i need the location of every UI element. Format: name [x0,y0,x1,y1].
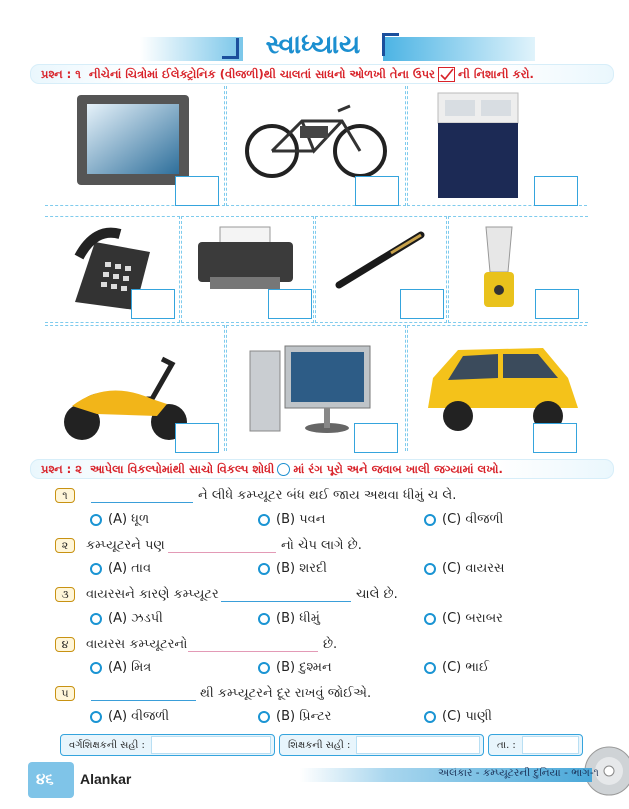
answer-blank[interactable] [168,538,276,553]
option-b[interactable] [258,709,331,724]
date-field[interactable] [488,734,583,756]
answer-blank[interactable] [221,587,351,602]
option-a[interactable] [90,660,151,675]
question-number: ૫ [55,686,75,701]
answer-blank[interactable] [91,488,193,503]
option-a[interactable] [90,561,151,576]
question-text: વાયરસને કારણે કમ્પ્યૂટર [86,587,219,602]
option-b[interactable] [258,660,332,675]
answer-box-television[interactable] [175,176,219,206]
washing-machine-icon [433,88,523,203]
radio-icon[interactable] [424,711,436,723]
page-number: ૪૬ [36,770,54,788]
tick-box-icon [438,67,455,82]
page-title: સ્વાધ્યાય [243,26,383,64]
option-label: (A) તાવ [108,561,152,576]
radio-icon[interactable] [424,662,436,674]
option-c[interactable] [424,660,489,675]
answer-box-printer[interactable] [268,289,312,319]
option-c[interactable] [424,611,503,626]
picture-cell-television [45,86,225,206]
answer-box-car[interactable] [533,423,577,453]
question-number: ૨ [55,538,75,553]
radio-icon[interactable] [424,563,436,575]
option-c[interactable] [424,512,503,527]
answer-blank[interactable] [91,686,196,701]
option-label: (A) ધૂળ [108,512,150,527]
question-text-end: છે. [323,637,338,652]
radio-icon[interactable] [258,514,270,526]
radio-icon[interactable] [90,711,102,723]
principal-signature-field[interactable] [279,734,484,756]
option-label: (C) બરાબર [442,611,503,626]
question-text: વાયરસ કમ્પ્યૂટરનો [86,637,188,652]
option-label: (C) વીજળી [442,512,504,527]
title-bracket-right [382,33,399,56]
option-label: (B) દુશ્મન [276,660,332,675]
title-bracket-left [222,38,239,59]
option-label: (B) ધીમું [276,611,320,626]
option-label: (B) પ્રિન્ટર [276,709,332,724]
option-label: (C) વાયરસ [442,561,505,576]
option-label: (C) પાણી [442,709,493,724]
picture-cell-printer [181,216,314,323]
brand-logo: Alankar [80,771,132,787]
question-2-text-end: માં રંગ પૂરો અને જવાબ ખાલી જગ્યામાં લખો. [293,461,503,476]
option-a[interactable] [90,611,163,626]
option-c[interactable] [424,561,505,576]
radio-icon[interactable] [424,514,436,526]
option-label: (A) વીજળી [108,709,170,724]
answer-box-washing-machine[interactable] [534,176,578,206]
option-b[interactable] [258,512,325,527]
book-title: અલંકાર - કમ્પ્યૂટરની દુનિયા - ભાગ-૧ [438,767,599,779]
question-1-text: નીચેનાં ચિત્રોમાં ઈલેક્ટ્રોનિક (વીજળી)થી ચાલતાં સાધનો ઓળખી તેના ઉપર [88,66,436,81]
teacher-signature-field[interactable] [60,734,275,756]
circle-icon [277,463,290,476]
answer-box-telephone[interactable] [131,289,175,319]
picture-cell-washing-machine [407,86,587,206]
option-label: (A) ઝડપી [108,611,163,626]
option-c[interactable] [424,709,492,724]
question-1-text-end: ની નિશાની કરો. [458,66,534,81]
question-2-header [30,459,614,479]
principal-signature-label: શિક્ષકની સહી : [288,739,351,751]
pen-icon [331,225,431,295]
picture-cell-scooter [45,325,225,451]
computer-icon [245,336,375,436]
option-label: (A) મિત્ર [108,660,152,675]
radio-icon[interactable] [90,563,102,575]
question-2-text: આપેલા વિકલ્પોમાંથી સાચો વિકલ્પ શોધી [90,461,275,476]
radio-icon[interactable] [258,711,270,723]
option-label: (B) શરદી [276,561,327,576]
radio-icon[interactable] [258,613,270,625]
radio-icon[interactable] [258,662,270,674]
option-label: (B) પવન [276,512,326,527]
picture-cell-computer [226,325,406,451]
question-text-end: નો ચેપ લાગે છે. [281,538,362,553]
mixer-icon [474,222,524,312]
question-1-header [30,64,614,84]
question-number: ૧ [55,488,75,503]
answer-box-computer[interactable] [354,423,398,453]
answer-box-pen[interactable] [400,289,444,319]
question-text: કમ્પ્યૂટરને પણ [86,538,165,553]
date-label: તા. : [497,739,516,751]
question-number: ૩ [55,587,75,602]
option-b[interactable] [258,611,320,626]
question-text: થી કમ્પ્યૂટરને દૂર રાખવું જોઈએ. [200,686,372,701]
question-1-label: પ્રશ્ન : ૧ [41,66,81,81]
question-2-label: પ્રશ્ન : ૨ [41,461,82,476]
option-a[interactable] [90,512,149,527]
radio-icon[interactable] [424,613,436,625]
answer-blank[interactable] [188,637,318,652]
question-text: ને લીધે કમ્પ્યૂટર બંધ થઈ જાય અથવા ધીમું ચ લે. [198,488,457,503]
picture-cell-bicycle [226,86,406,206]
picture-cell-car [407,325,587,451]
picture-cell-telephone [45,216,180,323]
radio-icon[interactable] [258,563,270,575]
question-text-end: ચાલે છે. [356,587,398,602]
radio-icon[interactable] [90,662,102,674]
option-a[interactable] [90,709,169,724]
option-label: (C) ભાઈ [442,660,489,675]
picture-cell-mixer [448,216,588,323]
teacher-signature-label: વર્ગશિક્ષકની સહી : [69,739,145,751]
picture-cell-pen [315,216,447,323]
answer-box-mixer[interactable] [535,289,579,319]
radio-icon[interactable] [90,514,102,526]
radio-icon[interactable] [90,613,102,625]
option-b[interactable] [258,561,327,576]
question-number: ૪ [55,637,75,652]
answer-box-bicycle[interactable] [355,176,399,206]
answer-box-scooter[interactable] [175,423,219,453]
